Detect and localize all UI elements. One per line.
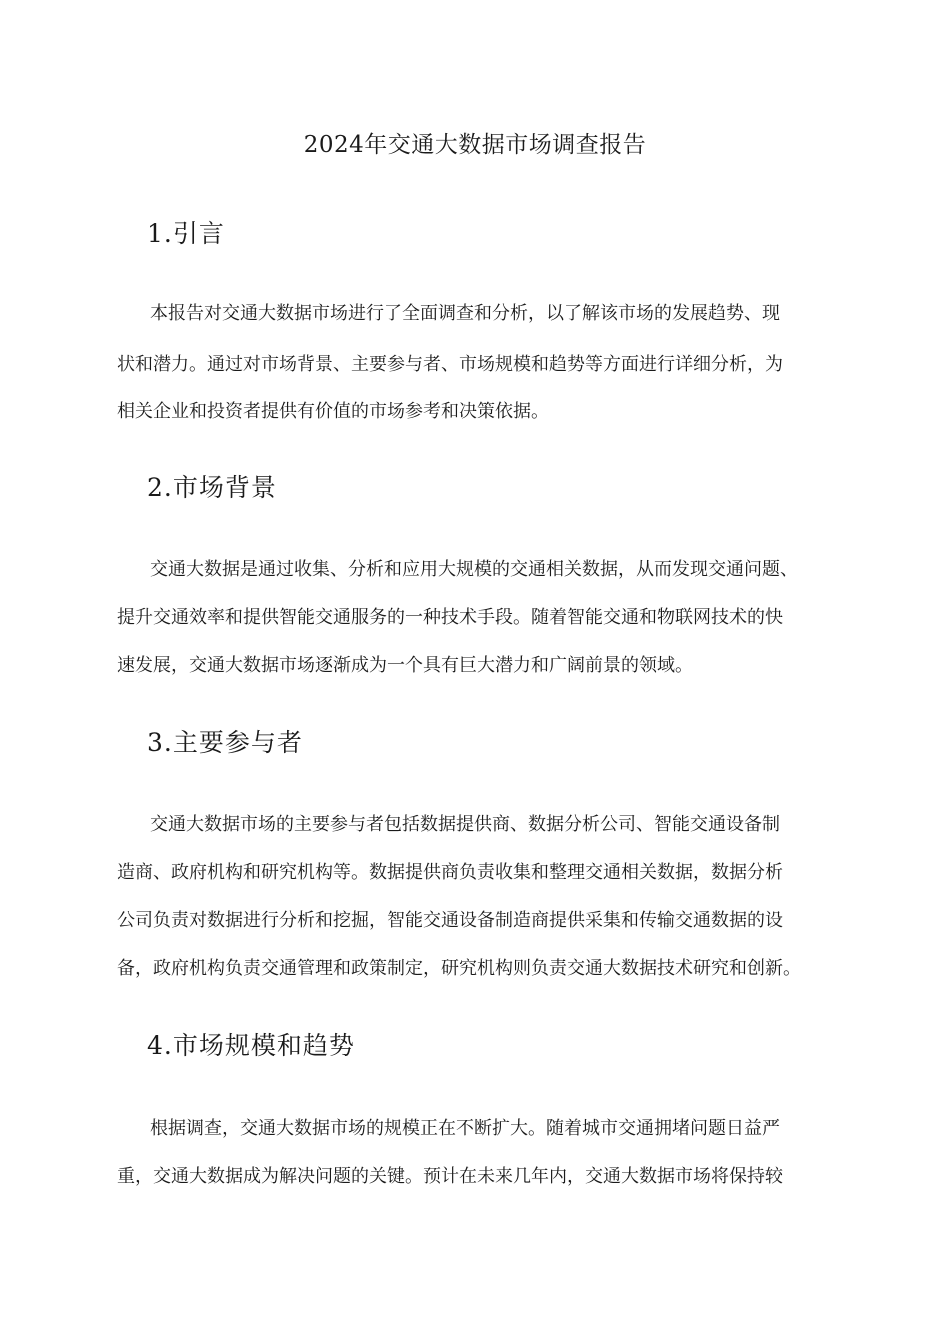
paragraph-line: 造商、政府机构和研究机构等。数据提供商负责收集和整理交通相关数据，数据分析 bbox=[117, 862, 783, 883]
paragraph-line: 根据调查，交通大数据市场的规模正在不断扩大。随着城市交通拥堵问题日益严 bbox=[150, 1118, 780, 1139]
section-heading-introduction: 1.引言 bbox=[147, 219, 225, 248]
section-paragraph-introduction bbox=[117, 300, 837, 422]
paragraph-line: 状和潜力。通过对市场背景、主要参与者、市场规模和趋势等方面进行详细分析，为 bbox=[117, 354, 783, 375]
paragraph-line: 交通大数据是通过收集、分析和应用大规模的交通相关数据，从而发现交通问题、 bbox=[150, 559, 798, 580]
section-paragraph-market-background bbox=[117, 556, 837, 676]
section-heading-market-size-trends: 4.市场规模和趋势 bbox=[147, 1031, 355, 1060]
paragraph-line: 本报告对交通大数据市场进行了全面调查和分析，以了解该市场的发展趋势、现 bbox=[150, 303, 780, 324]
document-title: 2024年交通大数据市场调查报告 bbox=[303, 132, 647, 158]
paragraph-line: 提升交通效率和提供智能交通服务的一种技术手段。随着智能交通和物联网技术的快 bbox=[117, 607, 783, 628]
section-paragraph-main-participants bbox=[117, 811, 837, 981]
section-heading-market-background: 2.市场背景 bbox=[147, 473, 277, 502]
section-heading-main-participants: 3.主要参与者 bbox=[147, 728, 303, 757]
paragraph-line: 交通大数据市场的主要参与者包括数据提供商、数据分析公司、智能交通设备制 bbox=[150, 814, 780, 835]
section-paragraph-market-size-trends bbox=[117, 1115, 837, 1195]
paragraph-line: 相关企业和投资者提供有价值的市场参考和决策依据。 bbox=[117, 401, 549, 422]
paragraph-line: 公司负责对数据进行分析和挖掘，智能交通设备制造商提供采集和传输交通数据的设 bbox=[117, 910, 783, 931]
paragraph-line: 重，交通大数据成为解决问题的关键。预计在未来几年内，交通大数据市场将保持较 bbox=[117, 1166, 783, 1187]
paragraph-line: 备，政府机构负责交通管理和政策制定，研究机构则负责交通大数据技术研究和创新。 bbox=[117, 958, 801, 979]
paragraph-line: 速发展，交通大数据市场逐渐成为一个具有巨大潜力和广阔前景的领域。 bbox=[117, 655, 693, 676]
